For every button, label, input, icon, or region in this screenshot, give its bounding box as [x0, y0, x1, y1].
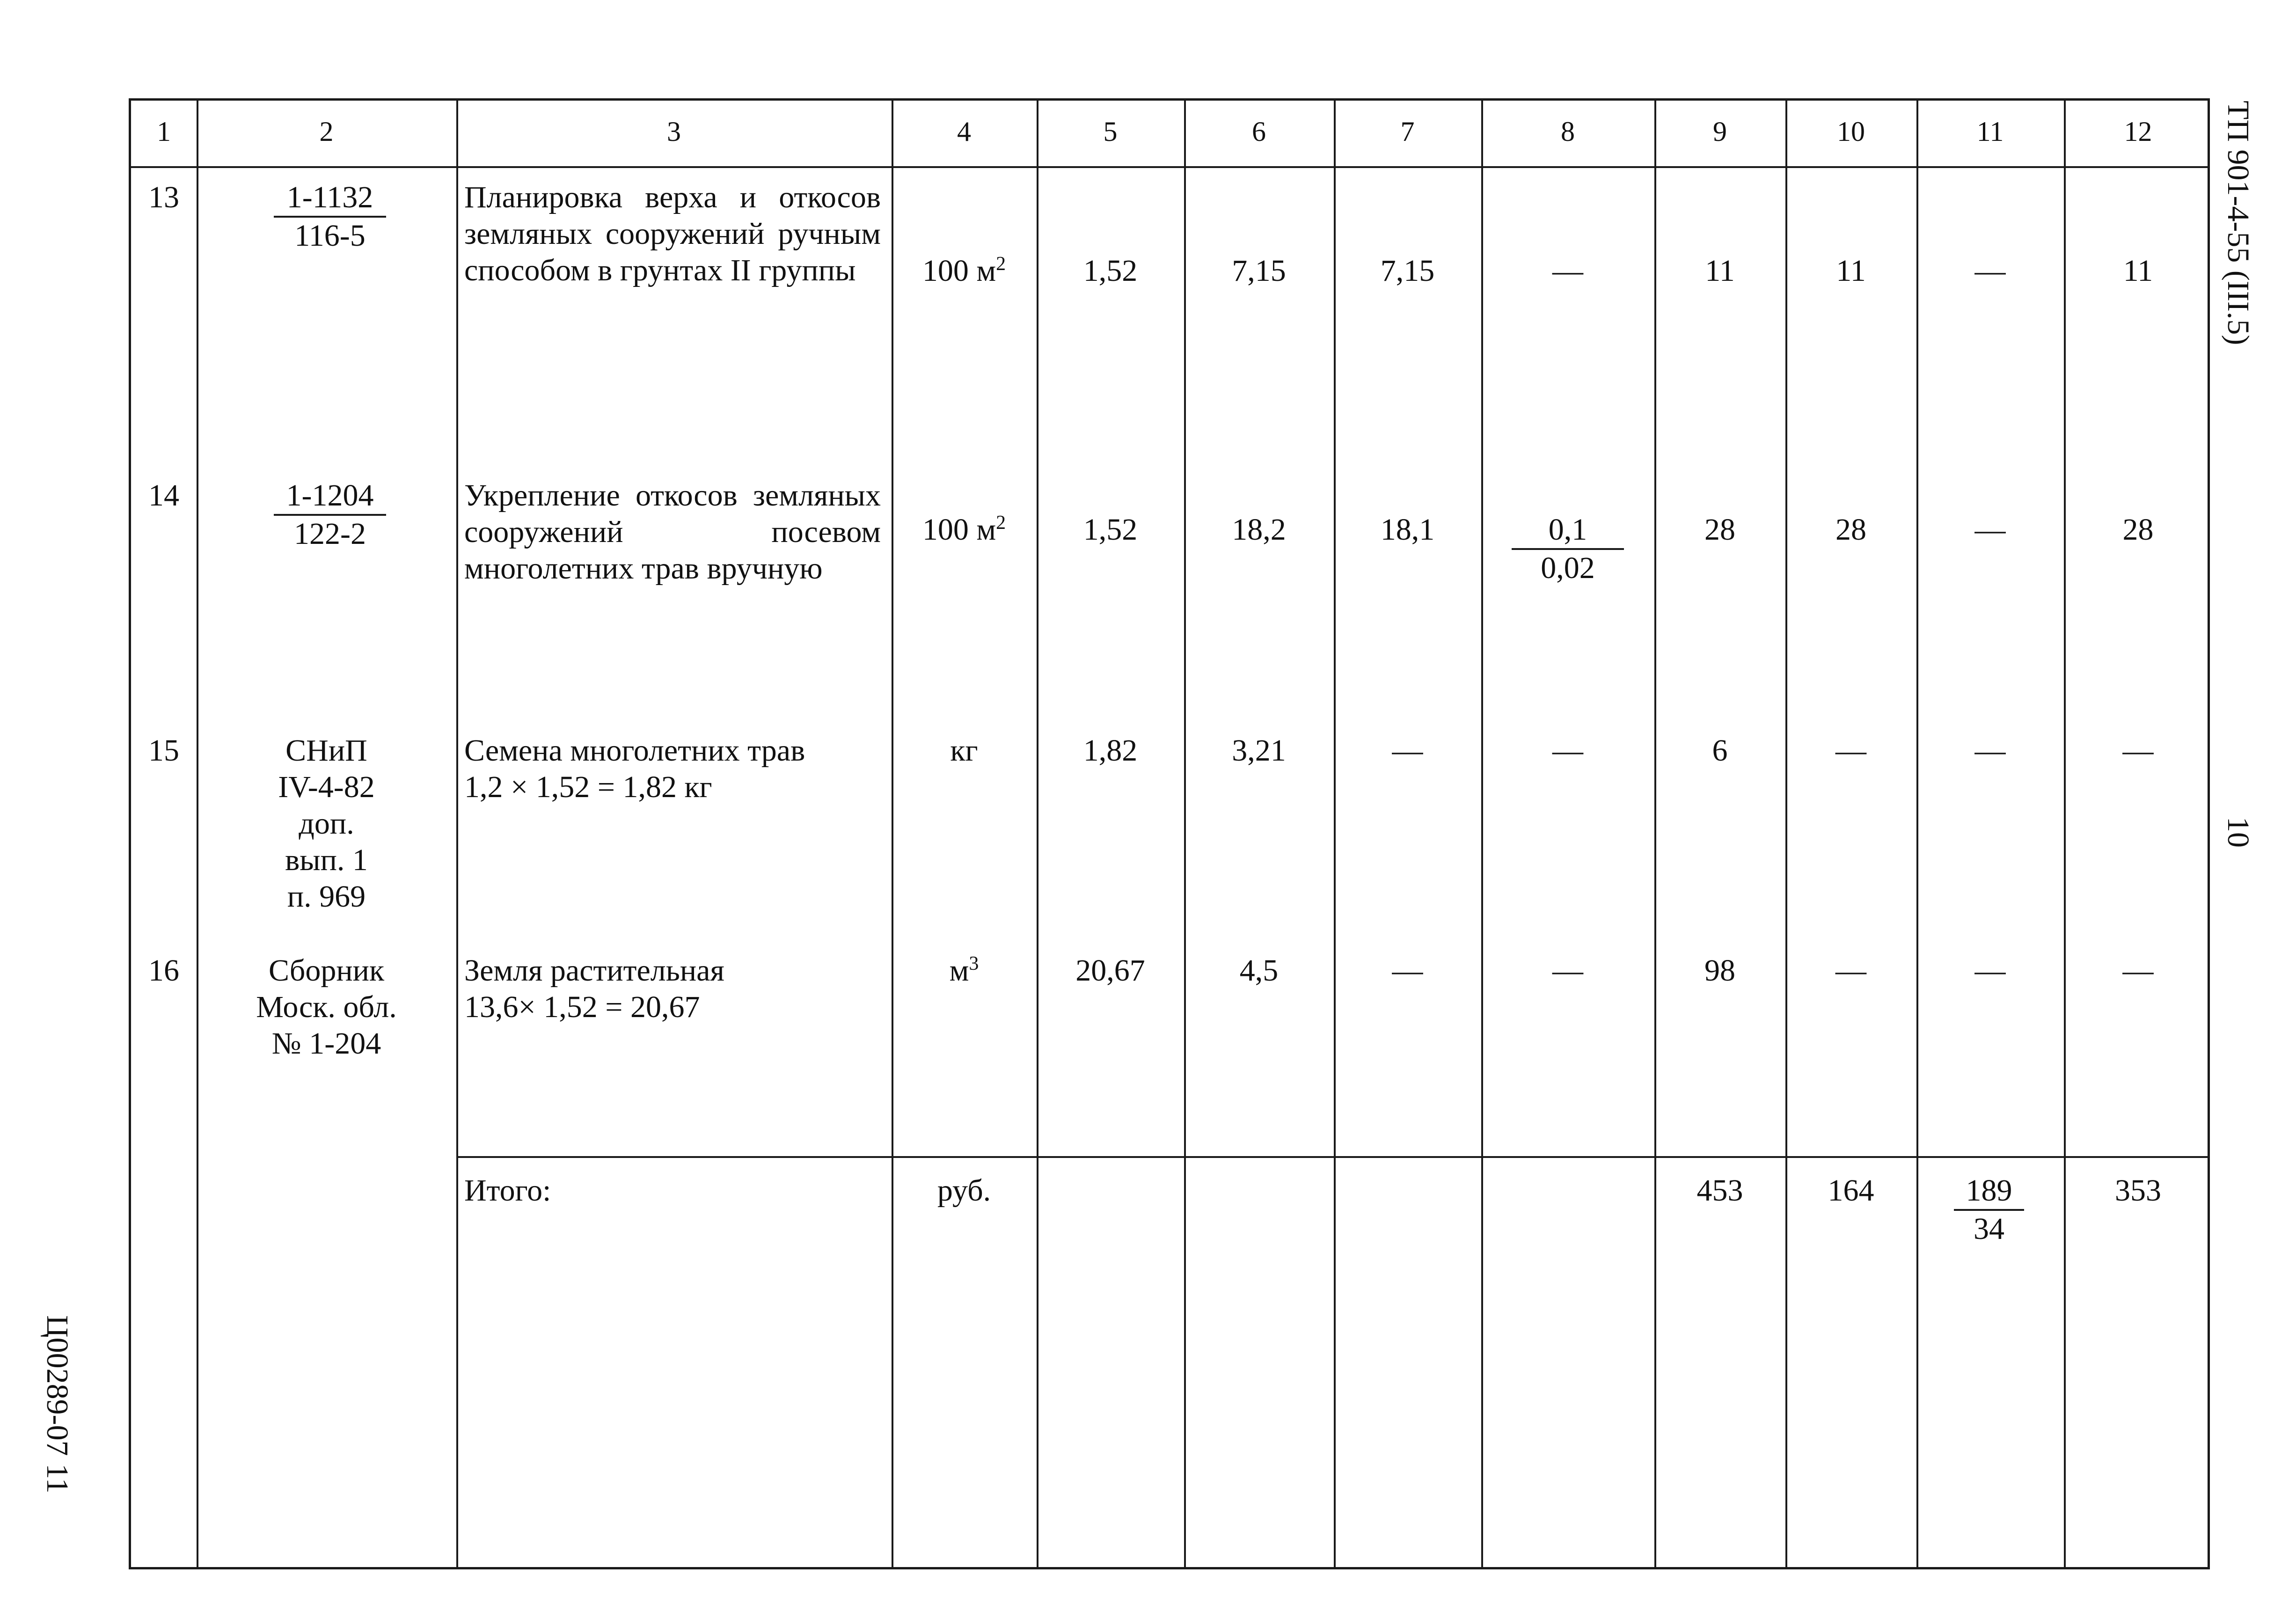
col-9-value: 11 [1705, 254, 1735, 288]
total-col-9: 453 [1696, 1173, 1743, 1208]
quantity: 20,67 [1075, 953, 1145, 988]
unit-text: м [949, 953, 969, 988]
quantity: 1,52 [1083, 513, 1138, 547]
col-6-value: 7,15 [1232, 254, 1286, 288]
unit [892, 253, 1037, 289]
description-line: Семена многолетних трав [464, 733, 805, 768]
header-col-11: 11 [1976, 116, 2004, 147]
header-col-4: 4 [957, 116, 971, 147]
description-line: 13,6× 1,52 = 20,67 [464, 990, 700, 1024]
unit [892, 952, 1037, 989]
code-numerator: 1-1204 [274, 477, 386, 516]
code-line: доп. [299, 806, 354, 841]
description: Планировка верха и откосов земляных сооружений ручным способом в грунтах II группы [464, 180, 881, 287]
header-col-10: 10 [1837, 116, 1865, 147]
header-col-1: 1 [157, 116, 171, 147]
total-col-12: 353 [2115, 1173, 2161, 1208]
unit: кг [950, 733, 978, 768]
header-col-2: 2 [319, 116, 334, 147]
code-numerator: 1-1132 [274, 179, 386, 218]
col-6-value: 18,2 [1232, 513, 1286, 547]
col-8-denominator: 0,02 [1541, 551, 1595, 585]
code-line: IV-4-82 [278, 770, 375, 804]
total-col-11-denominator: 34 [1974, 1212, 2004, 1246]
total-label: Итого: [464, 1173, 551, 1208]
header-col-8: 8 [1561, 116, 1575, 147]
col-11-value: — [1974, 953, 2006, 988]
row-number: 15 [148, 733, 179, 768]
header-col-7: 7 [1400, 116, 1415, 147]
code-fraction [274, 179, 386, 254]
header-col-3: 3 [667, 116, 681, 147]
col-12-value: 28 [2122, 513, 2154, 547]
header-col-5: 5 [1103, 116, 1118, 147]
total-col-11-numerator: 189 [1954, 1172, 2024, 1211]
unit-exponent: 2 [996, 512, 1006, 534]
code-line: вып. 1 [285, 843, 368, 877]
col-8-numerator: 0,1 [1512, 512, 1624, 550]
description-line: 1,2 × 1,52 = 1,82 кг [464, 770, 712, 804]
col-9-value: 6 [1712, 733, 1728, 768]
col-10-value: — [1835, 953, 1866, 988]
col-9-value: 98 [1704, 953, 1735, 988]
estimate-table [129, 98, 2210, 1569]
row-number: 16 [148, 953, 179, 988]
unit-exponent: 3 [969, 953, 979, 974]
col-8-value: — [1552, 733, 1583, 768]
unit-exponent: 2 [996, 253, 1006, 275]
unit [892, 512, 1037, 548]
unit-text: 100 м [922, 254, 996, 288]
description-line: Земля растительная [464, 953, 724, 988]
col-8-fraction [1512, 512, 1624, 586]
description: Укрепление откосов земляных сооружений посевом многолетних трав вручную [464, 478, 881, 586]
code-denominator: 122-2 [294, 517, 366, 551]
quantity: 1,52 [1083, 254, 1138, 288]
col-11-value: — [1974, 254, 2006, 288]
code-line: № 1-204 [271, 1026, 381, 1061]
header-col-6: 6 [1252, 116, 1266, 147]
col-6-value: 3,21 [1232, 733, 1286, 768]
row-number: 13 [148, 180, 179, 214]
col-9-value: 28 [1704, 513, 1735, 547]
col-12-value: 11 [2123, 254, 2153, 288]
total-col-10: 164 [1828, 1173, 1874, 1208]
code-fraction [274, 477, 386, 552]
code-line: Моск. обл. [256, 990, 397, 1024]
header-col-12: 12 [2124, 116, 2152, 147]
code-line: Сборник [268, 953, 385, 988]
total-unit: руб. [937, 1173, 991, 1208]
col-7-value: 7,15 [1380, 254, 1435, 288]
col-11-value: — [1974, 513, 2006, 547]
row-number: 14 [148, 478, 179, 513]
document-code-label: ТП 901-4-55 (III.5) [2221, 101, 2255, 345]
col-11-value: — [1974, 733, 2006, 768]
code-line: СНиП [285, 733, 367, 768]
sheet-code-label: Ц00289-07 11 [40, 1315, 74, 1494]
col-10-value: — [1835, 733, 1866, 768]
col-7-value: — [1392, 953, 1423, 988]
col-6-value: 4,5 [1239, 953, 1279, 988]
col-7-value: — [1392, 733, 1423, 768]
col-12-value: — [2122, 953, 2154, 988]
col-8-value: — [1552, 254, 1583, 288]
col-10-value: 28 [1835, 513, 1866, 547]
page-number-label: 10 [2221, 817, 2255, 848]
col-12-value: — [2122, 733, 2154, 768]
quantity: 1,82 [1083, 733, 1138, 768]
col-7-value: 18,1 [1380, 513, 1435, 547]
header-col-9: 9 [1713, 116, 1727, 147]
col-8-value: — [1552, 953, 1583, 988]
code-line: п. 969 [287, 879, 366, 914]
total-col-11-fraction [1954, 1172, 2024, 1247]
code-denominator: 116-5 [294, 219, 366, 253]
col-10-value: 11 [1836, 254, 1866, 288]
unit-text: 100 м [922, 513, 996, 547]
